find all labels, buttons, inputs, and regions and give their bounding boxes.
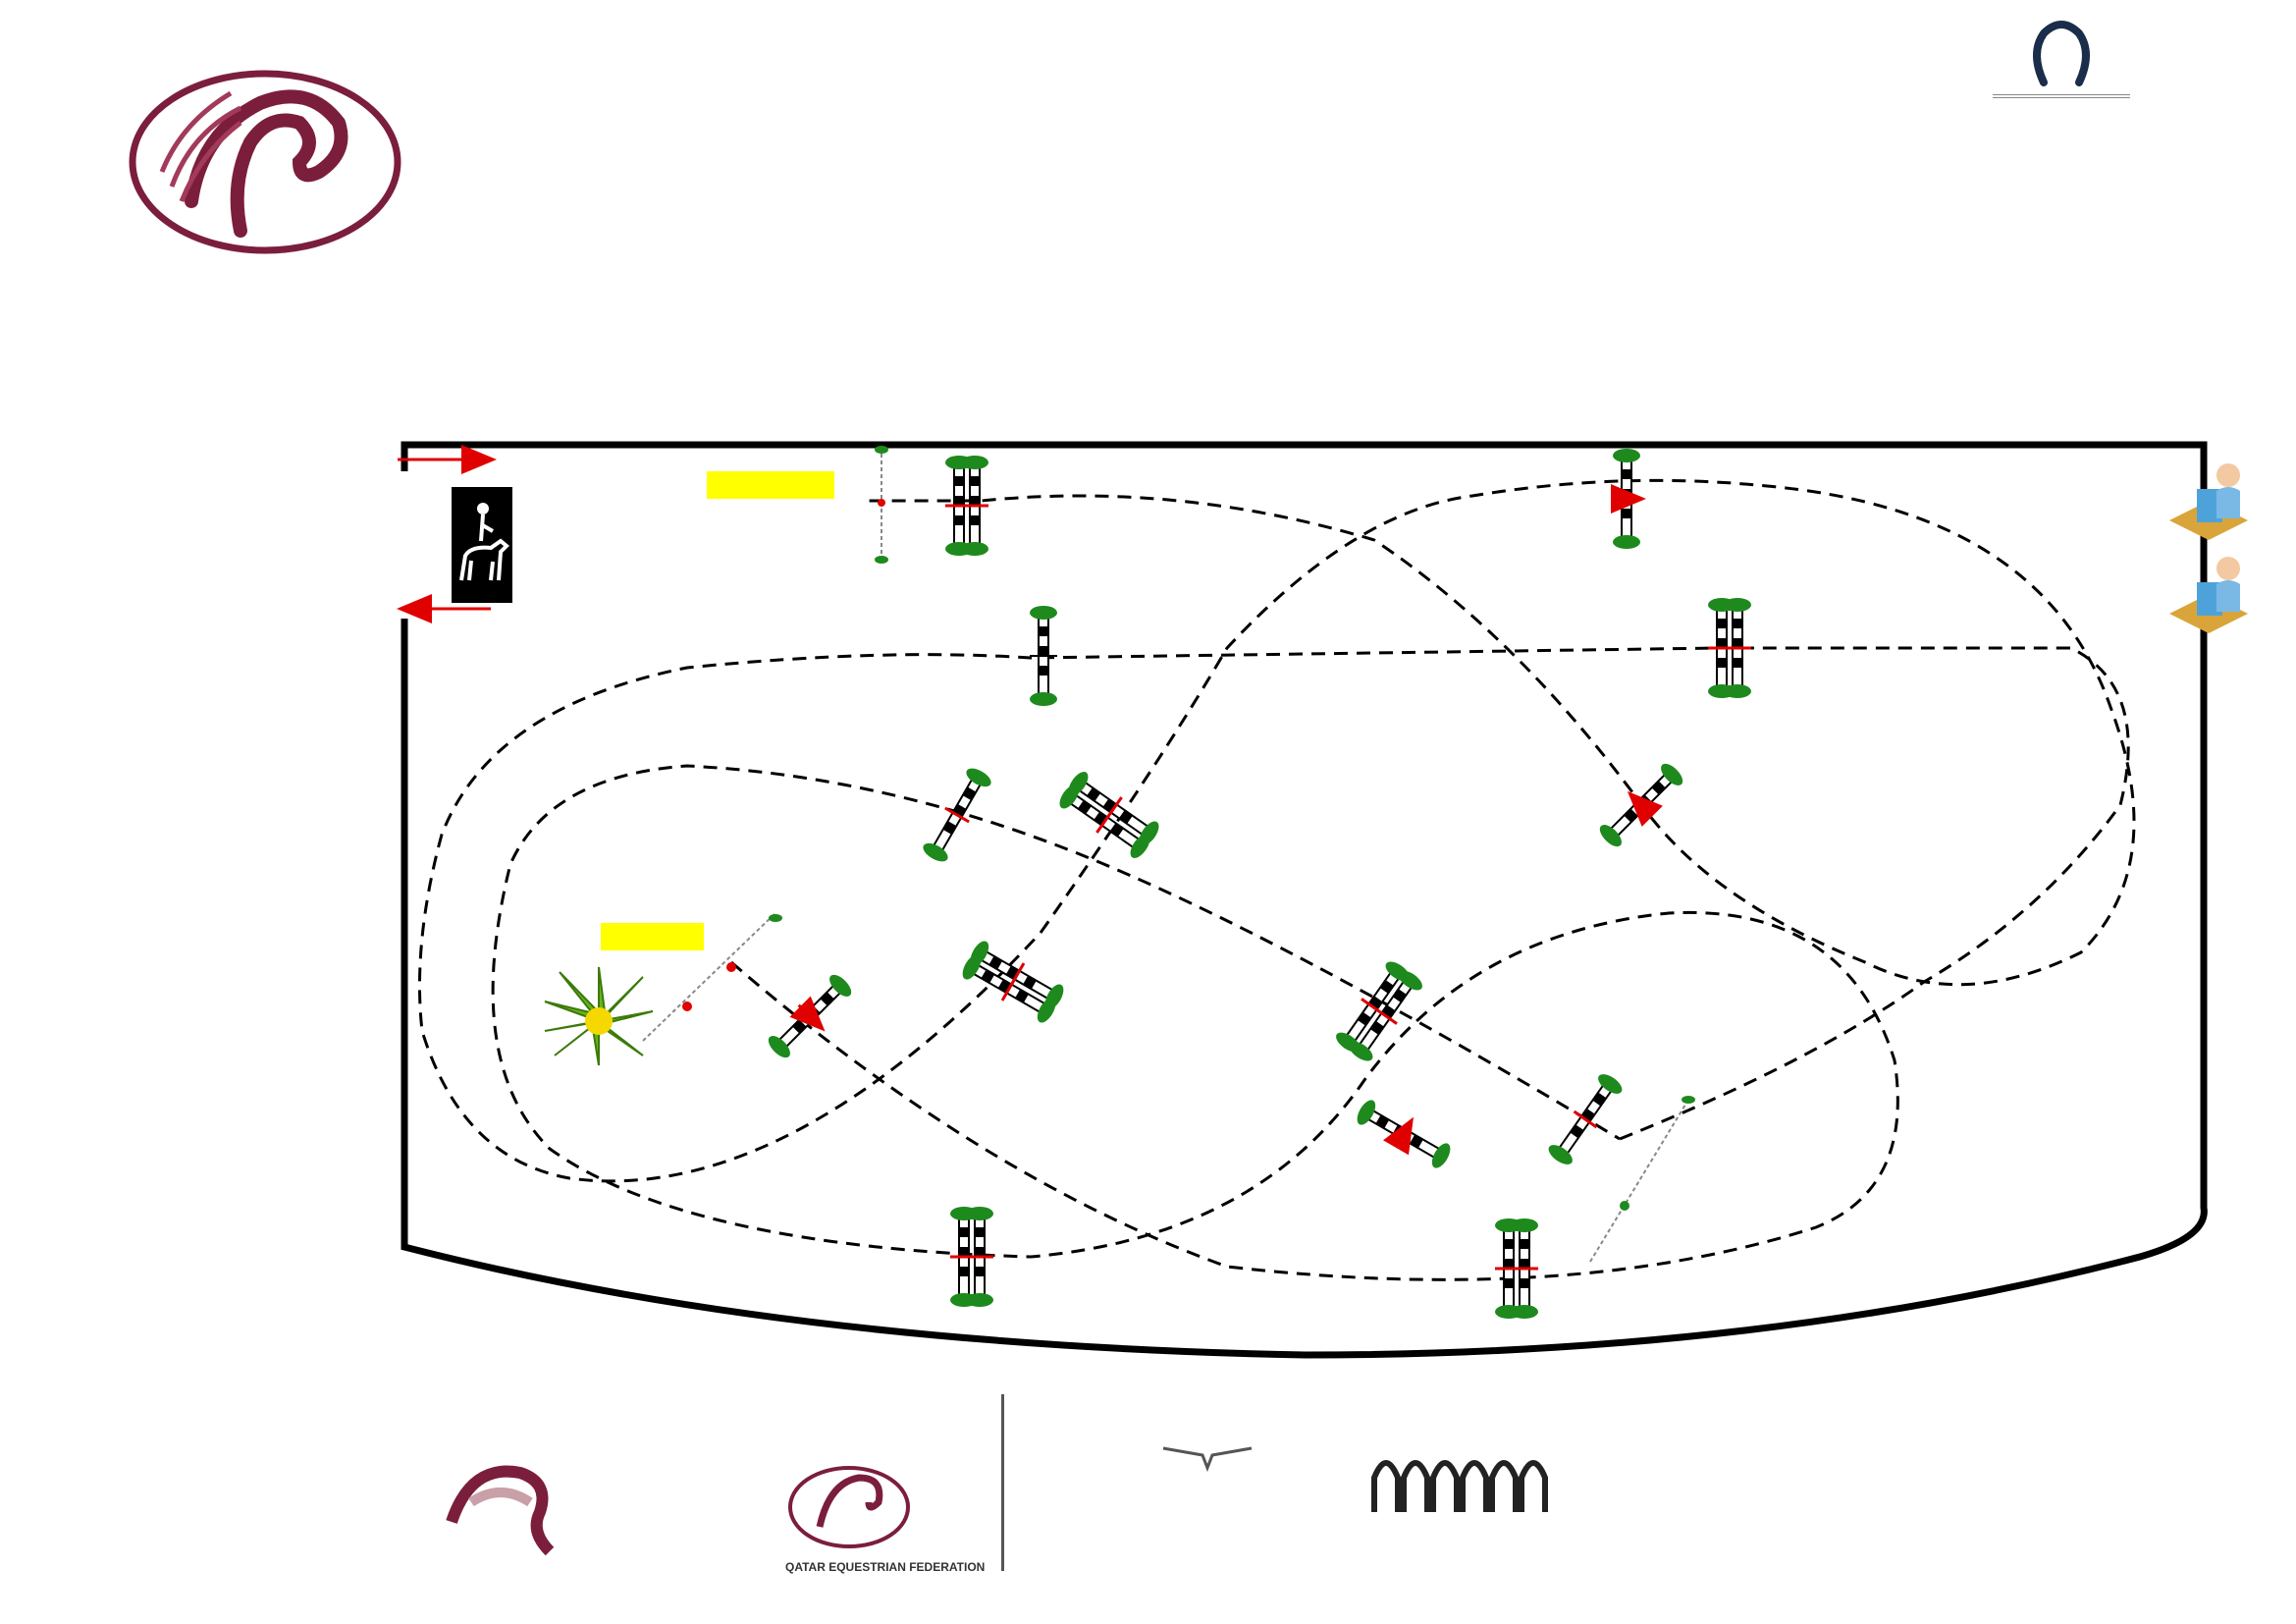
judge-booth-icon <box>2169 463 2248 540</box>
obstacle-6b <box>1545 1070 1625 1168</box>
obstacle-7 <box>1708 598 1751 698</box>
salam-logo <box>1360 1443 1556 1522</box>
obstacle-4 <box>950 1207 993 1307</box>
obstacle-3 <box>1354 1097 1454 1170</box>
obstacle-8 <box>1030 606 1057 706</box>
salam-arches-icon <box>1364 1443 1551 1517</box>
obstacle-5 <box>920 765 993 865</box>
qef-small-logo <box>761 1434 986 1581</box>
obstacle-6a <box>1333 958 1426 1065</box>
obstacle-12 <box>945 456 988 556</box>
obstacle-10 <box>1613 449 1640 549</box>
obstacle-2 <box>1495 1218 1538 1319</box>
sponsor-divider <box>1001 1394 1004 1571</box>
longines-sponsor-logo <box>1080 1443 1335 1478</box>
course-route <box>420 480 2135 1279</box>
longines-wings-icon <box>1163 1443 1252 1473</box>
obstacle-9a <box>959 938 1067 1025</box>
judge-booth-icon <box>2169 557 2248 633</box>
obstacle-11 <box>1596 760 1686 850</box>
plant-icon <box>545 967 653 1065</box>
svg-text:QATAR EQUESTRIAN FEDERATION: QATAR EQUESTRIAN FEDERATION <box>785 1560 986 1574</box>
obstacle-1 <box>764 970 857 1063</box>
alshaqab-logo <box>432 1443 726 1581</box>
obstacle-9b <box>1056 769 1163 862</box>
rider-icon <box>452 487 512 603</box>
